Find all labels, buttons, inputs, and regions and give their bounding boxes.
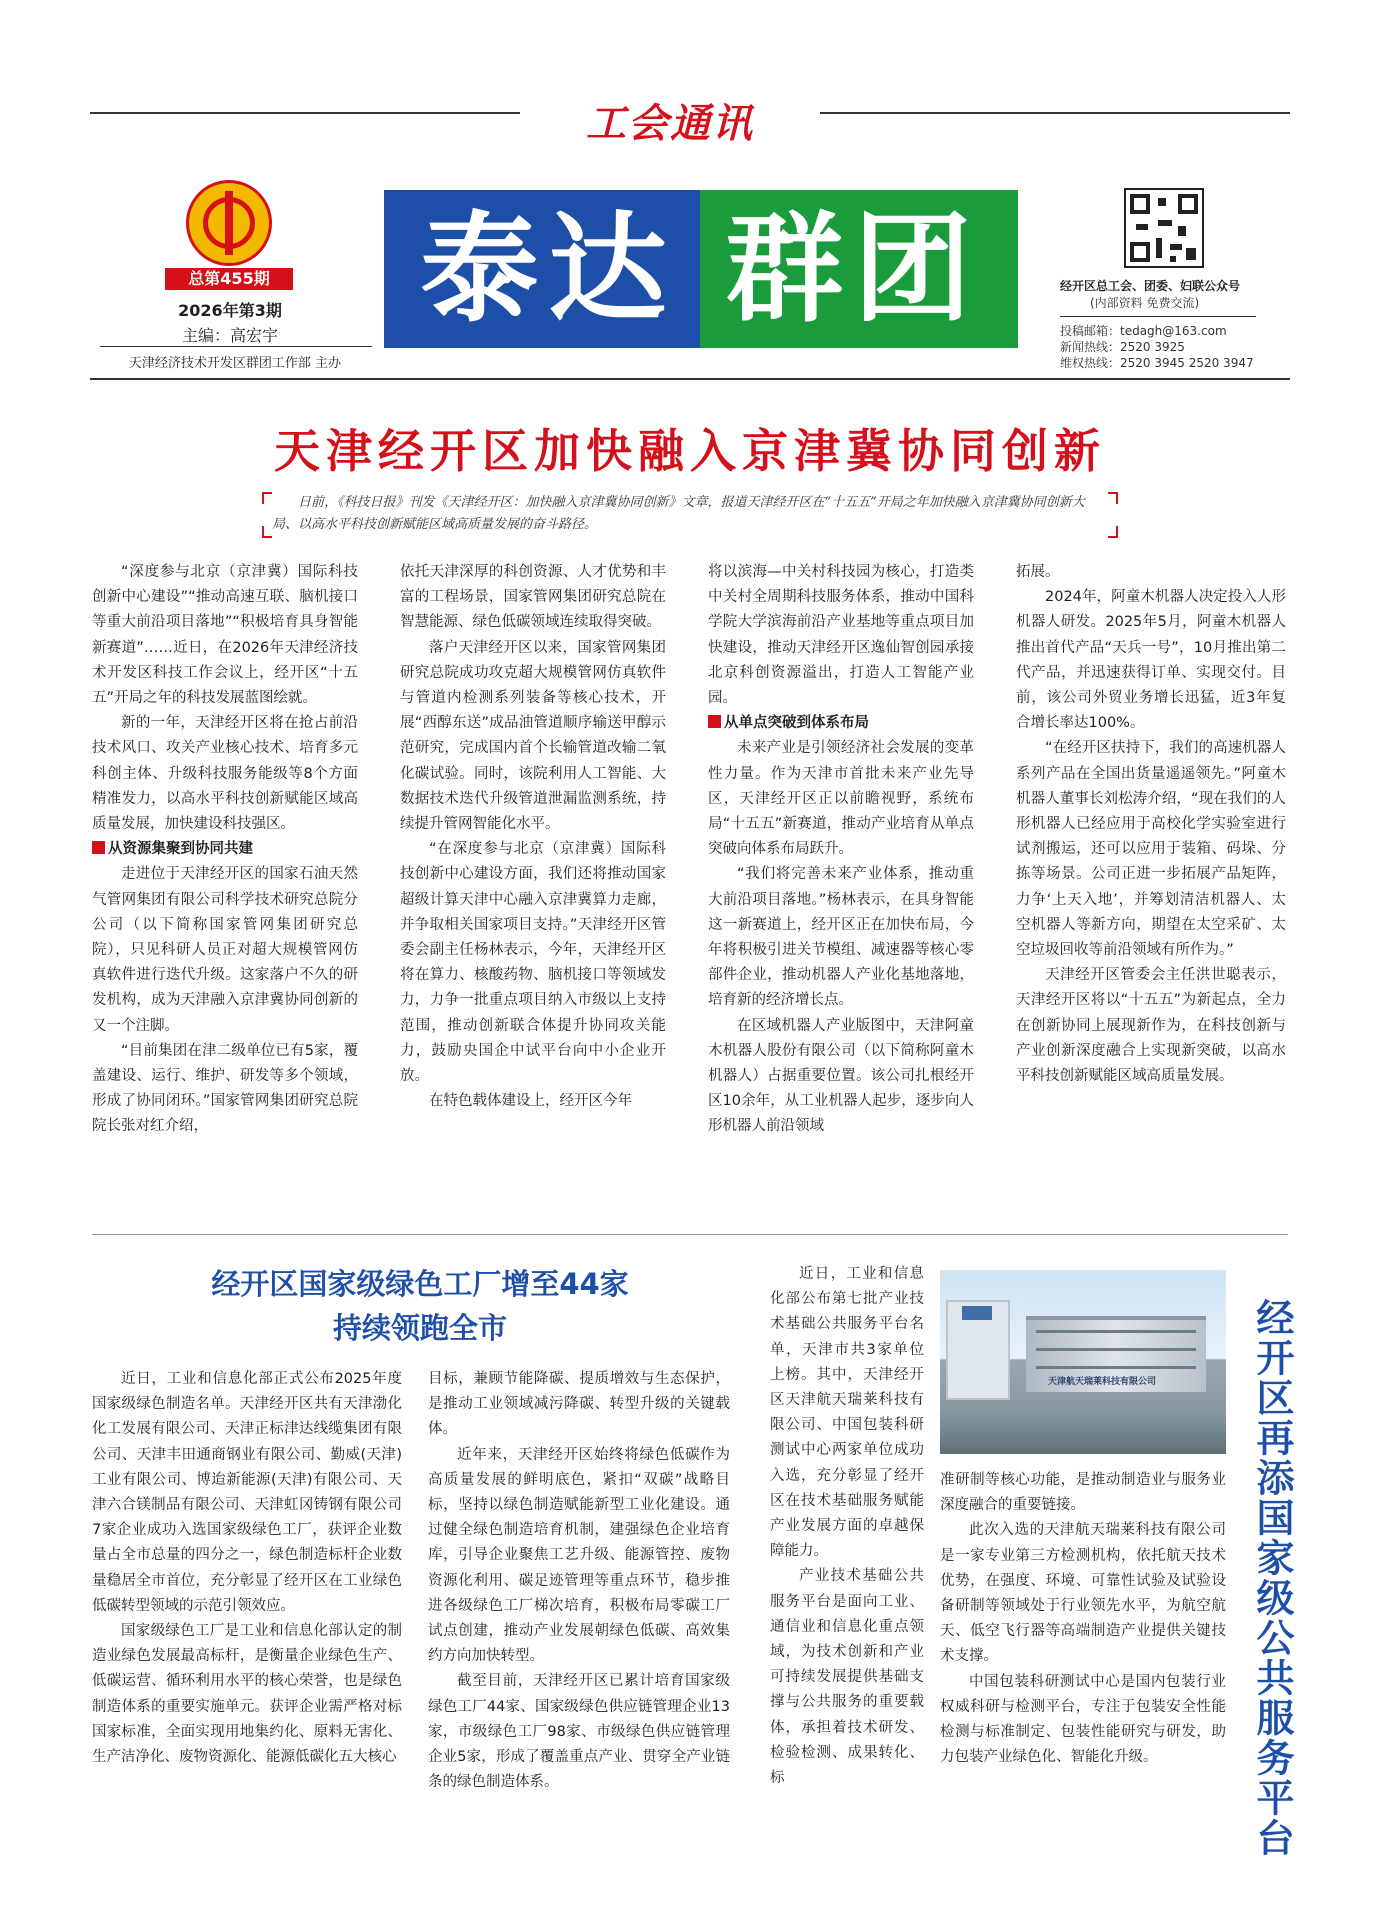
building-photo: [940, 1270, 1226, 1454]
paragraph: 准研制等核心功能，是推动制造业与服务业深度融合的重要链接。: [940, 1472, 1226, 1514]
paragraph: 2024年，阿童木机器人决定投入人形机器人研发。2025年5月，阿童木机器人推出首代产品“天兵一号”，10月推出第二代产品，并迅速获得订单、实现交付。目前，该公司外贸业务增长迅猛，近3年复合增长率达100%。: [1016, 589, 1286, 732]
submission-email: 投稿邮箱：tedagh@163.com: [1060, 324, 1227, 338]
paragraph: 近日，工业和信息化部公布第七批产业技术基础公共服务平台名单，天津市共3家单位上榜。其中，天津经开区天津航天瑞莱科技有限公司、中国包装科研测试中心两家单位成功入选，充分彰显了经开区在技术基础服务赋能产业发展方面的卓越保障能力。: [770, 1266, 924, 1560]
section-divider: [92, 1234, 1288, 1235]
paragraph: 近日，工业和信息化部正式公布2025年度国家级绿色制造名单。天津经开区共有天津渤化化工发展有限公司、天津正标津达线缆集团有限公司、天津丰田通商钢业有限公司、勤威(天津)工业有限公司、博迨新能源(天津)有限公司、天津六合镁制品有限公司、天津虹冈铸钢有限公司7家企业成功入选国家级绿色工厂，获评企业数量占全市总量的四分之一，绿色制造标杆企业数量稳居全市首位，充分彰显了经开区在工业绿色低碳转型领域的示范引领效应。: [92, 1371, 402, 1614]
article3-column-wide: [940, 1468, 1226, 1770]
article2-column-2: [428, 1367, 730, 1795]
paragraph: 国家级绿色工厂是工业和信息化部认定的制造业绿色发展最高标杆，是衡量企业绿色生产、低碳运营、循环利用水平的核心荣誉，也是绿色制造体系的重要实施单元。获评企业需严格对标国家标准，全面实现用地集约化、原料无害化、生产洁净化、废物资源化、能源低碳化五大核心: [92, 1623, 402, 1766]
article1-lead: 日前，《科技日报》刊发《天津经开区：加快融入京津冀协同创新》文章，报道天津经开区在“十五五”开局之年加快融入京津冀协同创新大局、以高水平科技创新赋能区域高质量发展的奋斗路径。: [272, 495, 1085, 532]
paragraph: 天津经开区管委会主任洪世聪表示，天津经开区将以“十五五”为新起点，全力在创新协同上展现新作为，在科技创新与产业创新深度融合上实现新突破，以高水平科技创新赋能区域高质量发展。: [1016, 967, 1286, 1085]
news-hotline: 新闻热线：2520 3925: [1060, 340, 1185, 354]
paragraph: 落户天津经开区以来，国家管网集团研究总院成功攻克超大规模管网仿真软件与管道内检测系列装备等核心技术，开展“西醇东送”成品油管道顺序输送甲醇示范研究，完成国内首个长输管道改输二氧化碳试验。同时，该院利用人工智能、大数据技术迭代升级管道泄漏监测系统，持续提升管网智能化水平。: [400, 639, 666, 833]
paragraph: 依托天津深厚的科创资源、人才优势和丰富的工程场景，国家管网集团研究总院在智慧能源、绿色低碳领域连续取得突破。: [400, 564, 666, 631]
subheading-resource-gathering: 从资源集聚到协同共建: [92, 837, 358, 862]
union-emblem-icon: [186, 180, 272, 266]
article2-headline-line2: 持续领跑全市: [332, 1311, 507, 1345]
brand-logo-text: 工会通讯: [520, 92, 820, 149]
paragraph: 中国包装科研测试中心是国内包装行业权威科研与检测平台，专注于包装安全性能检测与标准制定、包装性能研究与研发，助力包装产业绿色化、智能化升级。: [940, 1673, 1226, 1766]
paragraph: “在深度参与北京（京津冀）国际科技创新中心建设方面，我们还将推动国家超级计算天津中心融入京津冀算力走廊，并争取相关国家项目支持。”天津经开区管委会副主任杨林表示，今年，天津经开区将在算力、核酸药物、脑机接口等领域发力，力争一批重点项目纳入市级以上支持范围，推动创新联合体提升协同攻关能力，鼓励央国企中试平台向中小企业开放。: [400, 841, 666, 1085]
paragraph: “目前集团在津二级单位已有5家，覆盖建设、运行、维护、研发等多个领域，形成了协同闭环。”国家管网集团研究总院院长张对红介绍，: [92, 1042, 358, 1135]
paragraph: 未来产业是引领经济社会发展的变革性力量。作为天津市首批未来产业先导区，天津经开区正以前瞻视野，系统布局“十五五”新赛道，推动产业培育从单点突破向体系布局跃升。: [708, 740, 974, 858]
paragraph: “在经开区扶持下，我们的高速机器人系列产品在全国出货量遥遥领先。”阿童木机器人董事长刘松涛介绍，“现在我们的人形机器人已经应用于高校化学实验室进行试剂搬运，还可以应用于装箱、码垛、分拣等场景。公司正进一步拓展产品矩阵，力争‘上天入地’，并筹划清洁机器人、太空机器人等新方向，期望在太空采矿、太空垃圾回收等前沿领域有所作为。”: [1016, 740, 1286, 959]
paragraph: 此次入选的天津航天瑞莱科技有限公司是一家专业第三方检测机构，依托航天技术优势，在强度、环境、可靠性试验及试验设备研制等领域处于行业领先水平，为航空航天、低空飞行器等高端制造产业提供关键技术支撑。: [940, 1522, 1226, 1665]
contact-rule: [1060, 316, 1256, 317]
paragraph: 目标，兼顾节能降碳、提质增效与生态保护，是推动工业领域减污降碳、转型升级的关键载体。: [428, 1371, 730, 1438]
masthead-title: [384, 190, 1018, 348]
lead-bracket-bl: [262, 526, 272, 538]
paragraph: 产业技术基础公共服务平台是面向工业、通信业和信息化重点领域，为技术创新和产业可持续发展提供基础支撑与公共服务的重要载体，承担着技术研发、检验检测、成果转化、标: [770, 1568, 924, 1787]
article2-headline-line1: 经开区国家级绿色工厂增至44家: [211, 1267, 629, 1301]
masthead-title-green: 群团: [725, 200, 982, 338]
paragraph: 在特色载体建设上，经开区今年: [429, 1093, 632, 1110]
internal-note: (内部资料 免费交流): [1090, 296, 1200, 310]
masthead-title-blue: 泰达: [420, 200, 677, 338]
article1-column-2: [400, 560, 666, 1114]
article1-headline: 天津经开区加快融入京津冀协同创新: [274, 424, 1106, 478]
lead-bracket-tl: [262, 492, 272, 504]
article3-vertical-headline: 经开区再添国家级公共服务平台: [1250, 1298, 1294, 1858]
article2-column-1: [92, 1367, 402, 1770]
article3-column-narrow: [770, 1262, 924, 1791]
paragraph: 将以滨海—中关村科技园为核心，打造类中关村全周期科技服务体系，推动中国科学院大学滨海前沿产业基地等重点项目加快建设，推动天津经开区逸仙智创园承接北京科创资源溢出，打造人工智能产业园。: [708, 564, 974, 707]
paragraph: “深度参与北京（京津冀）国际科技创新中心建设”“推动高速互联、脑机接口等重大前沿项目落地”“积极培育具身智能新赛道”……近日，在2026年天津经济技术开发区科技工作会议上，经开区“十五五”开局之年的科技发展蓝图绘就。: [92, 564, 358, 707]
paragraph: “我们将完善未来产业体系，推动重大前沿项目落地。”杨林表示，在具身智能这一新赛道上，经开区正在加快布局，今年将积极引进关节模组、减速器等核心零部件企业，推动机器人产业化基地落地，培育新的经济增长点。: [708, 866, 974, 1009]
paragraph: 截至目前，天津经开区已累计培育国家级绿色工厂44家、国家级绿色供应链管理企业13家，市级绿色工厂98家、市级绿色供应链管理企业5家，形成了覆盖重点产业、贯穿全产业链条的绿色制造体系。: [428, 1673, 730, 1791]
photo-building-sign: 天津航天瑞莱科技有限公司: [1048, 1377, 1157, 1387]
chief-editor: 主编：高宏宇: [181, 326, 278, 345]
paragraph: 走进位于天津经开区的国家石油天然气管网集团有限公司科学技术研究总院分公司（以下简称国家管网集团研究总院），只见科研人员正对超大规模管网仿真软件进行迭代升级。这家落户不久的研发机构，成为天津融入京津冀协同创新的又一个注脚。: [92, 866, 358, 1034]
article1-column-3: [708, 560, 974, 1140]
article2-headline: [150, 1262, 690, 1350]
lead-bracket-br: [1108, 526, 1118, 538]
qr-code-icon[interactable]: [1124, 188, 1204, 268]
subheading-system-layout: 从单点突破到体系布局: [708, 711, 974, 736]
lead-bracket-tr: [1108, 492, 1118, 504]
paragraph: 在区域机器人产业版图中，天津阿童木机器人股份有限公司（以下简称阿童木机器人）占据重要位置。该公司扎根经开区10余年，从工业机器人起步，逐步向人形机器人前沿领域: [708, 1017, 974, 1135]
article1-column-1: [92, 560, 358, 1140]
article1-column-4: [1016, 560, 1286, 1089]
host-rule: [100, 346, 372, 347]
issue-number-badge: 总第455期: [165, 268, 293, 290]
paragraph: 近年来，天津经开区始终将绿色低碳作为高质量发展的鲜明底色，紧扣“双碳”战略目标，坚持以绿色制造赋能新型工业化建设。通过健全绿色制造培育机制，建强绿色企业培育库，引导企业聚焦工艺升级、能源管控、废物资源化利用、碳足迹管理等重点环节，稳步推进各级绿色工厂梯次培育，积极布局零碳工厂试点创建，推动产业发展朝绿色低碳、高效集约方向加快转型。: [428, 1446, 730, 1665]
paragraph: 新的一年，天津经开区将在抢占前沿技术风口、攻关产业核心技术、培育多元科创主体、升级科技服务能级等8个方面精准发力，以高水平科技创新赋能区域高质量发展，加快建设科技强区。: [92, 715, 358, 833]
paragraph: 拓展。: [1016, 564, 1060, 580]
issue-year: 2026年第3期: [178, 301, 282, 320]
publisher-host: 天津经济技术开发区群团工作部 主办: [128, 356, 342, 371]
rights-hotline: 维权热线：2520 3945 2520 3947: [1060, 356, 1254, 370]
qr-caption: 经开区总工会、团委、妇联公众号: [1060, 279, 1241, 293]
masthead-bottom-rule: [90, 378, 1290, 380]
